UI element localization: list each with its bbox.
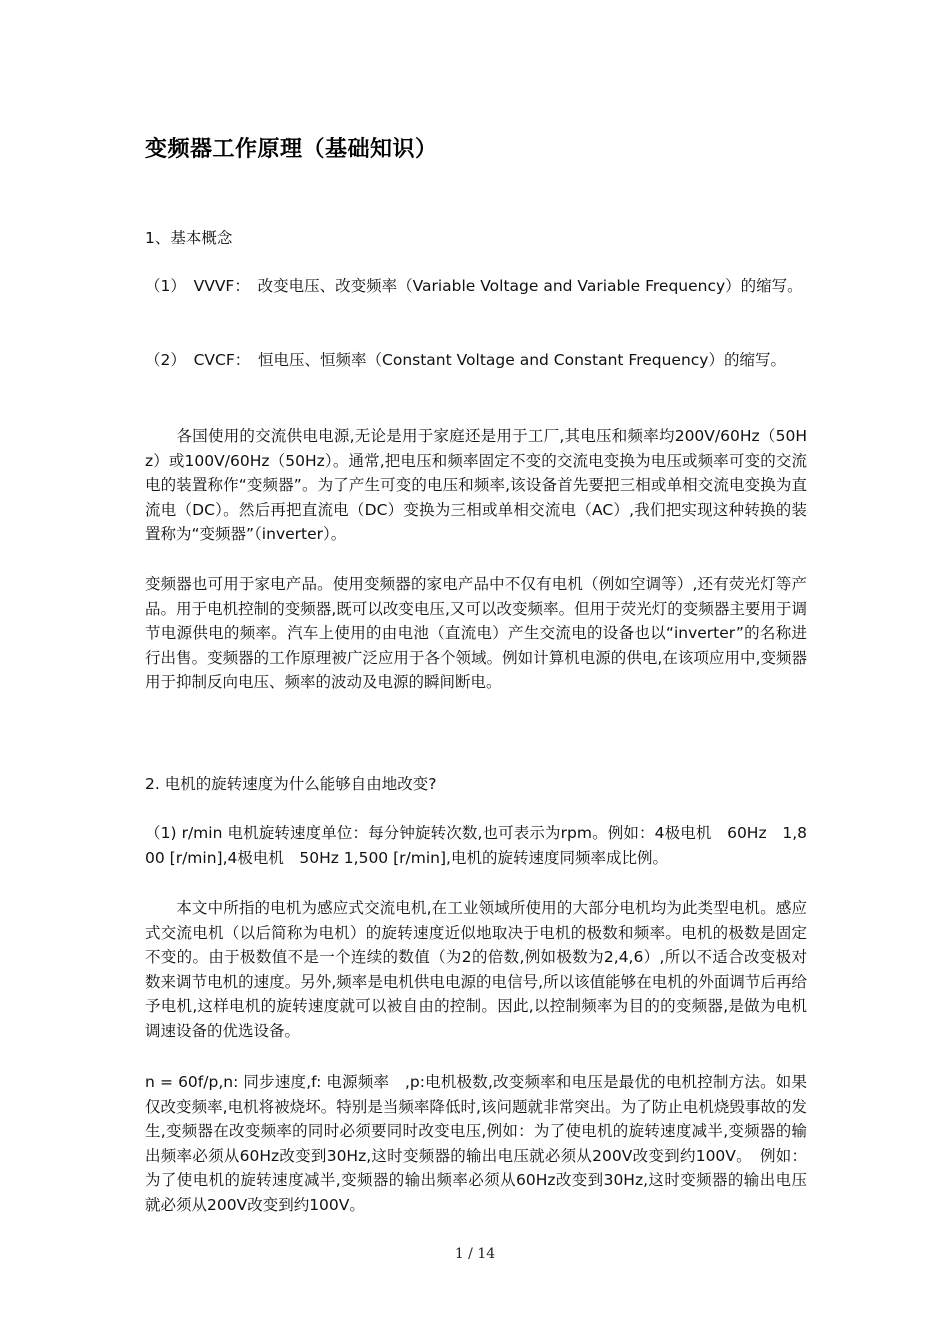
section-heading-basic-concepts: 1、基本概念 [145, 229, 233, 247]
paragraph-speed-formula: n = 60f/p,n: 同步速度,f: 电源频率 ,p:电机极数,改变频率和电压是最优的电机控制方法。如果仅改变频率,电机将被烧坏。特别是当频率降低时,该问题就非常突出。为了防止电机烧毁事故的发生,变频器在改变频率的同时必须要同时改变电压,例如：为了使电机的旋转速度减半,变频器的输出频率必须从60Hz改变到30Hz,这时变频器的输出电压就必须从200V改变到约100V。 例如：为了使电机的旋转速度减半,变频器的输出频率必须从60Hz改变到30Hz,这时变频器的输出电压就必须从200V改变到约100V。 [145, 1073, 807, 1214]
document-title: 变频器工作原理（基础知识） [145, 137, 438, 162]
section-heading-motor-speed: 2. 电机的旋转速度为什么能够自由地改变? [145, 775, 437, 793]
paragraph-rpm-unit: （1) r/min 电机旋转速度单位：每分钟旋转次数,也可表示为rpm。例如：4极电机 60Hz 1,800 [r/min],4极电机 50Hz 1,500 [r/min],电机的旋转速度同频率成比例。 [145, 824, 807, 867]
page-number: 1 / 14 [454, 1246, 496, 1262]
definition-vvvf: （1） VVVF： 改变电压、改变频率（Variable Voltage and Variable Frequency）的缩写。 [145, 277, 803, 295]
definition-cvcf: （2） CVCF： 恒电压、恒频率（Constant Voltage and Constant Frequency）的缩写。 [145, 351, 786, 369]
paragraph-induction-motor: 本文中所指的电机为感应式交流电机,在工业领域所使用的大部分电机均为此类型电机。感应式交流电机（以后简称为电机）的旋转速度近似地取决于电机的极数和频率。电机的极数是固定不变的。由于极数值不是一个连续的数值（为2的倍数,例如极数为2,4,6）,所以不适合改变极对数来调节电机的速度。另外,频率是电机供电电源的电信号,所以该值能够在电机的外面调节后再给予电机,这样电机的旋转速度就可以被自由的控制。因此,以控制频率为目的的变频器,是做为电机调速设备的优选设备。 [145, 899, 807, 1040]
paragraph-power-supply: 各国使用的交流供电电源,无论是用于家庭还是用于工厂,其电压和频率均200V/60Hz（50Hz）或100V/60Hz（50Hz）。通常,把电压和频率固定不变的交流电变换为电压或频率可变的交流电的装置称作“变频器”。为了产生可变的电压和频率,该设备首先要把三相或单相交流电变换为直流电（DC）。然后再把直流电（DC）变换为三相或单相交流电（AC）,我们把实现这种转换的装置称为“变频器”（inverter）。 [145, 427, 807, 543]
paragraph-appliances: 变频器也可用于家电产品。使用变频器的家电产品中不仅有电机（例如空调等）,还有荧光灯等产品。用于电机控制的变频器,既可以改变电压,又可以改变频率。但用于荧光灯的变频器主要用于调节电源供电的频率。汽车上使用的由电池（直流电）产生交流电的设备也以“inverter”的名称进行出售。变频器的工作原理被广泛应用于各个领域。例如计算机电源的供电,在该项应用中,变频器用于抑制反向电压、频率的波动及电源的瞬间断电。 [145, 575, 807, 691]
